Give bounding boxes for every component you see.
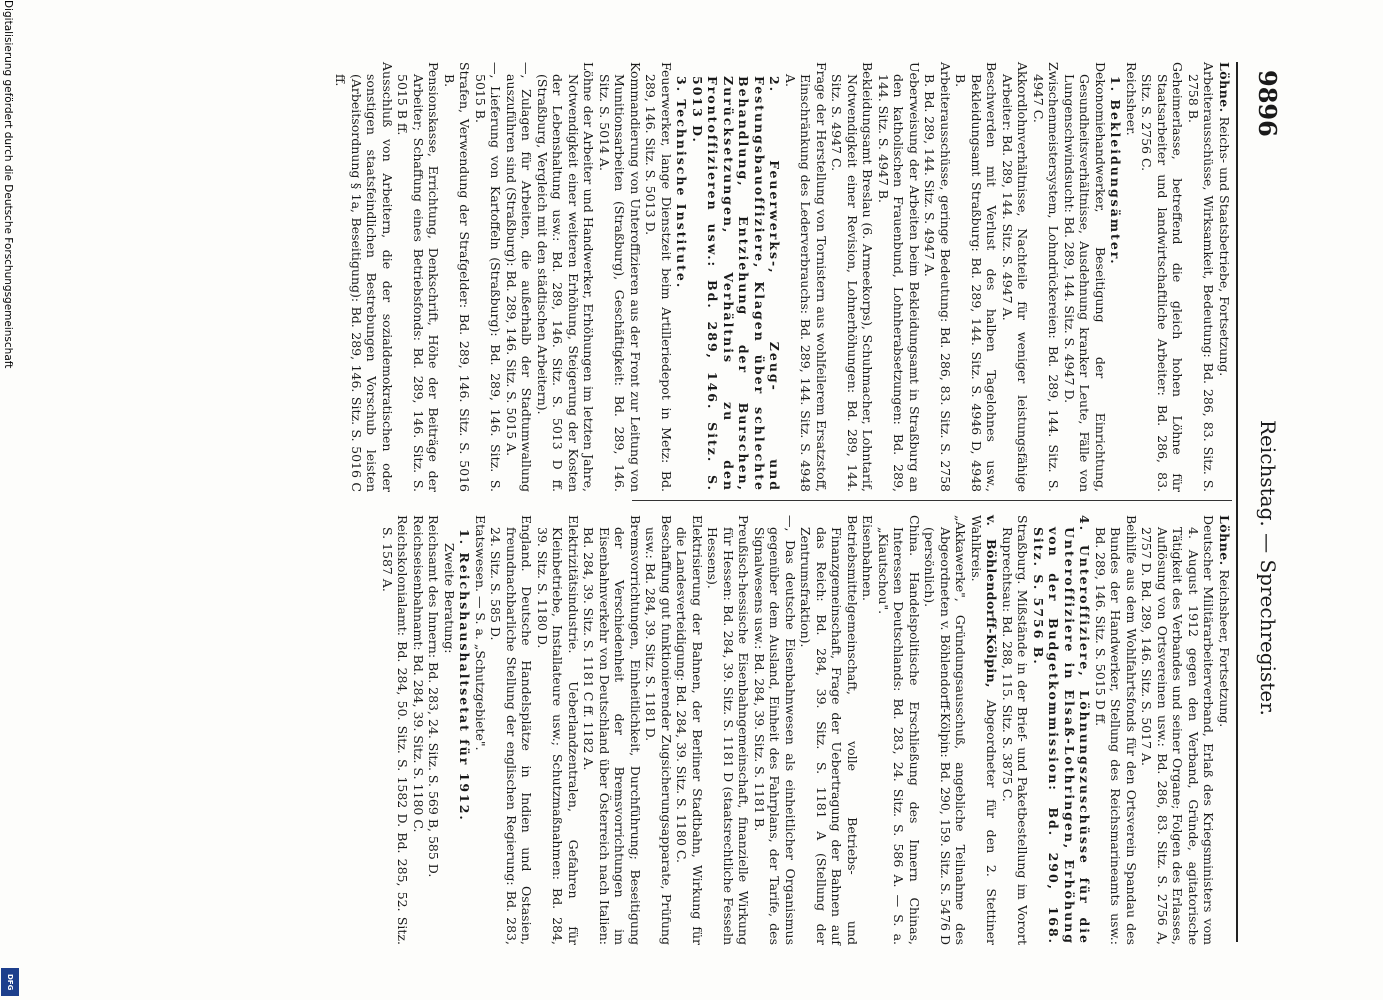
list-item: Löhne. Reichsheer, Fortsetzung. [1217,515,1232,728]
subsection-heading: 1. Reichshaushaltsetat für 1912. [457,529,473,822]
list-item: Beschaffung gut funktionierender Zugsicherungsapparate, Prüfung usw.: Bd. 284, 39. Sitz. S. 1181 D. [643,515,674,945]
list-item: Beihilfe aus dem Wohlfahrtsfonds für den Ortsverein Spandau des Bundes der Handwerker, Stellung des Reichsmarineamts usw.: Bd. 289, 146. Sitz. S. 5015 D ff. [1093,515,1139,945]
page-number: 9896 [1253,70,1282,137]
list-item: Beschwerden mit Verlust des halben Tagelohnes usw., Bekleidungsamt Straßburg: Bd. 289, 144. Sitz. S. 4946 D, 4948 B. [953,62,1000,492]
list-item: Strafen, Verwendung der Strafgelder: Bd. 289, 146. Sitz. S. 5016 B. [442,62,473,492]
right-column [380,515,1233,945]
list-item: Bremsvorrichtungen, Einheitlichkeit, Durchführung; Beseitigung der Verschiedenheit der Bremsvorrichtungen im Eisenbahnverkehr von Deutschland über Österreich nach Italien: Bd. 284, 39. Sitz. S. 1181 C ff. 1182 A. [581,515,643,945]
list-item: „Akkawerke", Gründungsausschuß, angebliche Teilnahme des Abgeordneten v. Böhlendorff-Kölpin: Bd. 290, 159. Sitz. S. 5476 D (persönlich). [922,515,969,945]
list-item: Feuerwerker, lange Dienstzeit beim Artilleriedepot in Metz: Bd. 289, 146. Sitz. S. 5013 D. [643,62,674,492]
list-item: Arbeiterausschüsse, Wirksamkeit, Bedeutung: Bd. 286, 83. Sitz. S. 2758 B. [1186,62,1217,492]
list-item: Dekonomiehandwerker, Beseitigung der Einrichtung, Gesundheitsverhältnisse, Ausdehnung kranker Leute, Fälle von Lungenschwindsucht: Bd. 289, 144. Sitz. S. 4947 D. [1062,62,1108,492]
left-column [333,62,1232,492]
running-title: Reichstag. — Sprechregister. [1256,420,1280,716]
subsection-heading: 2. Feuerwerks-, Zeug- und Festungsbauoffiziere, Klagen über schlechte Behandlung, Entziehung der Burschen, Zurücksetzungen, Verhältnis zu den Frontoffizieren usw.: Bd. 289, 146. Sitz. S. 5013 D. [690,76,783,492]
list-item: China. Handelspolitische Erschließung des Innern Chinas, Interessen Deutschlands: Bd. 283, 24. Sitz. S. 586 A. — S. a. „Kiautschou". [876,515,922,945]
list-item: Elektrisierung der Bahnen, der Berliner Stadtbahn, Wirkung für die Landesverteidigung: Bd. 284, 39. Sitz. S. 1180 C. [674,515,705,945]
list-item: Arbeiterausschüsse, geringe Bedeutung: Bd. 286, 83. Sitz. S. 2758 B. Bd. 289, 144. Sitz. S. 4947 A. [922,62,953,492]
list-item: Kommandierung von Unteroffizieren aus der Front zur Leitung von Munitionsarbeiten (Straßburg), Geschäftigkeit: Bd. 289, 146. Sitz. S. 5014 A. [597,62,643,492]
list-item: v. Böhlendorff-Kölpin, Abgeordneter für den 2. Stettiner Wahlkreis. [969,515,1000,945]
list-item: —, Lieferung von Kartoffeln (Straßburg): Bd. 289, 146. Sitz. S. 5015 B. [473,62,504,492]
list-item: Betriebsmittelgemeinschaft, volle Betriebs- und Finanzgemeinschaft, Frage der Uebertragung der Bahnen auf das Reich: Bd. 284, 39. Sitz. S. 1181 A (Stellung der Zentrumsfraktion). [798,515,860,945]
list-item: Geheimerlasse, betreffend die gleich hohen Löhne für Staatsarbeiter und landwirtschaftliche Arbeiter: Bd. 286, 83. Sitz. S. 2756 C. [1139,62,1186,492]
list-item: —, Das deutsche Eisenbahnwesen als einheitlicher Organismus gegenüber dem Ausland, Einheit des Fahrplans, der Tarife, des Signalwesens usw.: Bd. 284, 39. Sitz. S. 1181 B. [752,515,798,945]
list-item: Elektrizitätsindustrie. Ueberlandzentralen, Gefahren für Kleinbetriebe, Installateure usw.; Schutzmaßnahmen: Bd. 284, 39. Sitz. S. 1180 D. [535,515,581,945]
list-item: Frage der Herstellung von Tornistern aus wohlfeilerem Ersatzstoff, Einschränkung des Lederverbrauchs: Bd. 289, 144. Sitz. S. 4948 A. [783,62,829,492]
list-item: Akkordlohnverhältnisse, Nachteile für weniger leistungsfähige Arbeiter: Bd. 289, 144. Sitz. S. 4947 A. [1000,62,1031,492]
list-item: Bekleidungsamt Breslau (6. Armeekorps), Schuhmacher, Lohntarif, Notwendigkeit einer Revision, Lohnerhöhungen: Bd. 289, 144. Sitz. S. 4947 C. [829,62,876,492]
subsection-heading: 1. Bekleidungsämter. [1108,76,1124,266]
list-item: Zwischenmeistersystem, Lohndrückereien: Bd. 289, 144. Sitz. S. 4947 C. [1031,62,1062,492]
subsection-heading: 4. Unteroffiziere, Löhnungszuschüsse für die Unteroffiziere in Elsaß-Lothringen, Erhöhung von der Budgetkommission: Bd. 290, 168. Sitz. S. 5756 B. [1031,515,1093,945]
list-item: Ausschluß von Arbeitern, die der sozialdemokratischen oder sonstigen staatsfeindlichen Bestrebungen Vorschub leisten (Arbeitsordnung § 1a, Beseitigung): Bd. 289, 146. Sitz. S. 5016 C ff. [333,62,395,492]
subsection-heading: 3. Technische Institute. [674,76,690,290]
list-item: —, Zulagen für Arbeiten, die außerhalb der Stadtumwallung auszuführen sind (Straßburg): Bd. 289, 146. Sitz. S. 5015 A. [504,62,535,492]
list-item: Löhne der Arbeiter und Handwerker, Erhöhungen im letzten Jahre, Notwendigkeit einer weiteren Erhöhung, Steigerung der Kosten der Lebenshaltung usw.: Bd. 289, 146. Sitz. S. 5013 D ff. (Straßburg, Vergleich mit den städtischen Arbeitern). [535,62,597,492]
footer-credit: Digitalisierung gefördert durch die Deutsche Forschungsgemeinschaft [2,0,14,369]
list-item: Preußisch-hessische Eisenbahngemeinschaft, finanzielle Wirkung für Hessen: Bd. 284, 39. Sitz. S. 1181 D (staatsrechtliche Fesseln Hessens). [705,515,752,945]
list-item: Ueberweisung der Arbeiten beim Bekleidungsamt in Straßburg an den katholischen Frauenbund, Lohnherabsetzungen: Bd. 289, 144. Sitz. S. 4947 B. [876,62,922,492]
list-item: Etatswesen. — S. a. „Schutzgebiete". [473,515,488,751]
list-item: Deutscher Militärarbeiterverband, Erlaß des Kriegsministers vom 4. August 1912 gegen den Verband, Gründe, agitatorische Tätigkeit des Verbandes und seiner Organe; Folgen des Erlasses, Auflösung von Ortsvereinen usw.: Bd. 286, 83. Sitz. S. 2756 A, 2757 D. Bd. 289, 146. Sitz. S. 5017 A. [1139,515,1217,945]
list-item: Löhne. Reichs- und Staatsbetriebe, Fortsetzung. [1217,62,1232,377]
column-divider [632,500,1232,501]
list-item: Pensionskasse, Errichtung, Denkschrift, Höhe der Beiträge der Arbeiter; Schaffung eines Betriebsfonds: Bd. 289, 146. Sitz. S. 5015 B ff. [395,62,442,492]
dfg-logo-icon: DFG [1,968,19,996]
header-rule [1236,62,1238,942]
list-item: Reichseisenbahnamt: Bd. 284, 39. Sitz. S. 1180 C. [411,515,426,833]
list-item: England. Deutsche Handelsplätze in Indien und Ostasien, freundnachbarliche Stellung der englischen Regierung: Bd. 283, 24. Sitz. S. 585 D. [488,515,535,945]
list-item: Reichskolonialamt: Bd. 284, 50. Sitz. S. 1582 D. Bd. 285, 52. Sitz. S. 1587 A. [380,515,411,945]
list-item: Reichsamt des Innern: Bd. 283, 24. Sitz. S. 569 B, 585 D. [426,515,442,878]
list-item: Zweite Beratung: [442,543,457,654]
section-heading: Eisenbahnen. [860,515,876,601]
footer [0,0,20,1000]
section-heading: Reichsheer. [1124,62,1139,136]
list-item: Straßburg. Mißstände in der Brief- und Paketbestellung im Vorort Ruprechtsau: Bd. 288, 115. Sitz. S. 3875 C. [1000,515,1031,945]
